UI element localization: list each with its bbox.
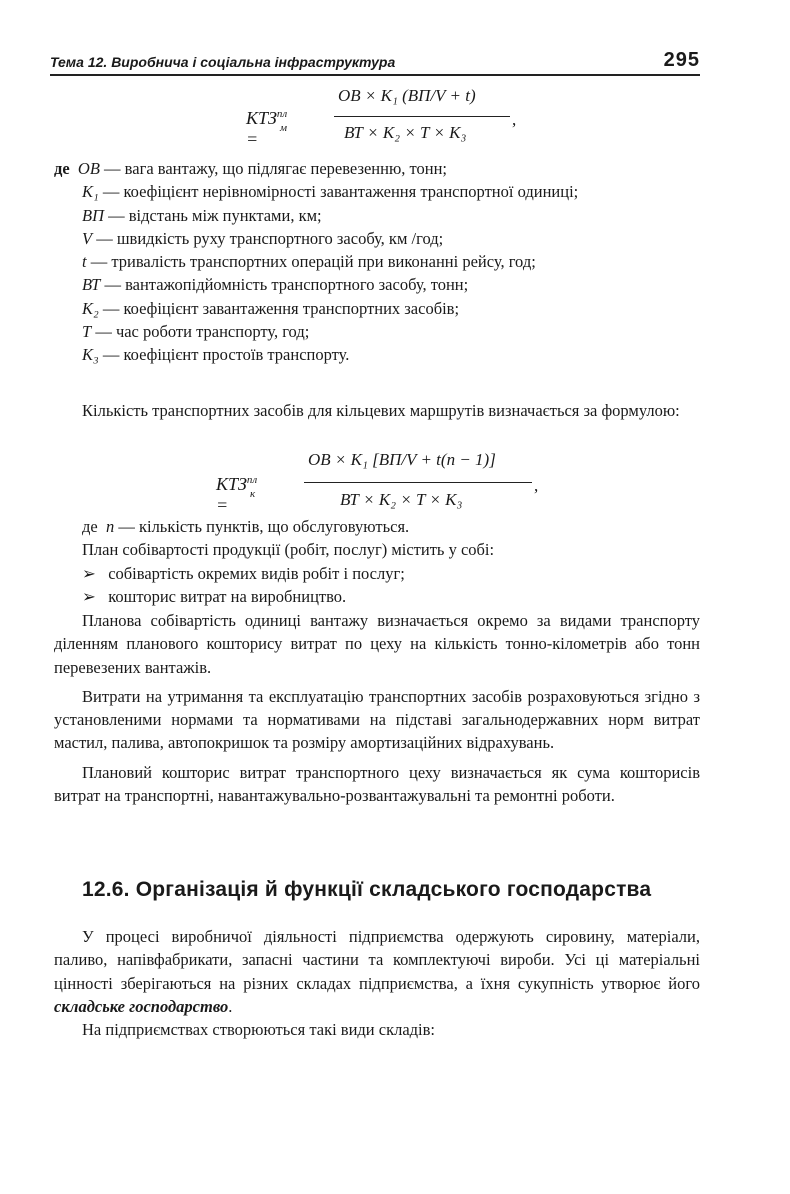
key-term: складське господарство: [54, 996, 229, 1016]
formula1-fraction-bar: [334, 116, 510, 117]
definition-line: V — швидкість руху транспортного засобу, км /год;: [82, 228, 444, 248]
page-header: [50, 40, 700, 76]
paragraph: На підприємствах створюються такі види складів:: [82, 1020, 436, 1040]
n-definition: де n — кількість пунктів, що обслуговуються.: [82, 517, 410, 536]
definition-line: K₃ — коефіцієнт простоїв транспорту.: [82, 345, 350, 365]
section-body: [54, 925, 700, 1041]
paragraph: Витрати на утримання та експлуатацію транспортних засобів розраховуються згідно з установленими нормами та нормативами на підставі загальнодержавних норм витрат мастил, палива, автопокришок та розміру амортизаційних відрахувань.: [54, 686, 700, 753]
definition-line: t — тривалість транспортних операцій при виконанні рейсу, год;: [82, 252, 536, 272]
definition-line: де ОВ — вага вантажу, що підлягає перевезенню, тонн;: [54, 159, 448, 178]
definition-line: K₂ — коефіцієнт завантаження транспортних засобів;: [82, 298, 460, 318]
bullet-item: ➢ собівартість окремих видів робіт і послуг;: [82, 563, 405, 583]
formula2-numerator: ОВ × K₁ [ВП/V + t(n − 1)]: [308, 450, 496, 469]
formula2-fraction-bar: [304, 482, 532, 483]
bullet-item: ➢ кошторис витрат на виробництво.: [82, 586, 347, 606]
formula2-lhs: $КТЗ^{пл}$ к =: [216, 474, 258, 515]
body-paragraphs: [54, 609, 700, 807]
definition-line: ВТ — вантажопідйомність транспортного засобу, тонн;: [82, 275, 469, 295]
paragraph: Планова собівартість одиниці вантажу визначається окремо за видами транспорту діленням планового кошторису витрат по цеху на кількість тонно-кілометрів або тонн перевезених вантажів.: [54, 611, 700, 677]
running-head: Тема 12. Виробнича і соціальна інфраструктура: [50, 54, 396, 70]
definition-line: T — час роботи транспорту, год;: [82, 322, 310, 342]
definitions-block: [54, 157, 700, 367]
definition-line: ВП — відстань між пунктами, км;: [82, 205, 322, 225]
plan-intro: План собівартості продукції (робіт, послуг) містить у собі:: [82, 540, 495, 560]
formula2-denominator: ВТ × K₂ × T × K₃: [340, 490, 463, 509]
paragraph: У процесі виробничої діяльності підприємства одержують сировину, матеріали, паливо, напівфабрикати, запасні частини та комплектуючі вироби. Усі ці матеріальні цінності зберігаються на різних складах підприємства, а їхня сукупність утворює його складське господарство.: [54, 927, 700, 1016]
definition-line: K₁ — коефіцієнт нерівномірності завантаження транспортної одиниці;: [82, 182, 579, 202]
formula1-denominator: ВТ × K₂ × T × K₃: [344, 123, 467, 142]
plan-block: [82, 515, 700, 608]
formula1-numerator: ОВ × K₁ (ВП/V + t): [338, 86, 476, 105]
formula1-trail: ,: [512, 110, 517, 129]
page-number: 295: [663, 49, 700, 71]
formula1-lhs: $КТЗ^{пл}$ м =: [246, 108, 288, 149]
paragraph: Плановий кошторис витрат транспортного цеху визначається як сума кошторисів витрат на транспортні, навантажувально-розвантажувальні та ремонтні роботи.: [54, 762, 700, 806]
formula2-trail: ,: [534, 476, 539, 495]
ring-routes-paragraph: Кількість транспортних засобів для кільцевих маршрутів визначається за формулою:: [82, 401, 680, 420]
section-heading: 12.6. Організація й функції складського господарства: [82, 878, 652, 901]
